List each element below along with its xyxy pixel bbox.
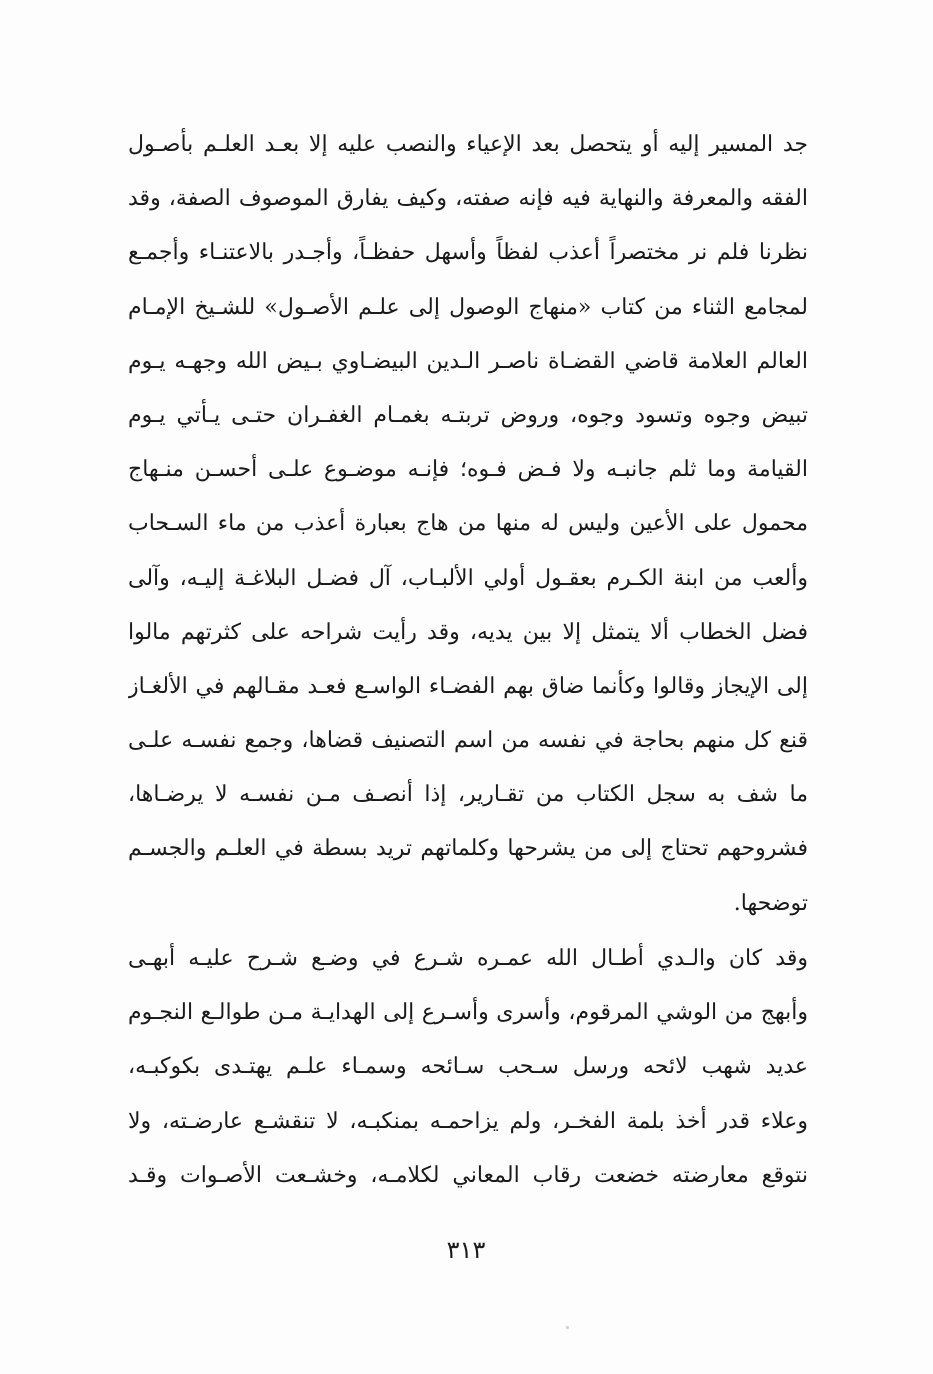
text-line: تبيض وجوه وتسود وجوه، وروض تربتـه بغمـام الغفـران حتـى يـأتي يـوم <box>128 402 808 428</box>
text-line: وألعب من ابنة الكـرم بعقـول أولي الألبـاب، آل فضـل البلاغـة إليـه، وآلى <box>128 565 808 591</box>
text-line: فشروحهم تحتاج إلى من يشرحها وكلماتهم تريد بسطة في العلـم والجسـم <box>128 836 808 862</box>
text-line: وقد كان والـدي أطـال الله عمـره شـرع في وضـع شـرح عليـه أبهـى <box>128 946 808 971</box>
text-line: نظرنا فلم نر مختصراً أعذب لفظاً وأسهل حفظـاً، وأجـدر بالاعتنـاء وأجمـع <box>128 240 808 266</box>
scan-speck <box>566 1326 569 1329</box>
text-line: عديد شهب لائحه ورسل سـحب سـائحه وسمـاء علـم يهتـدى بكوكبـه، <box>128 1054 808 1080</box>
text-line: جد المسير إليه أو يتحصل بعد الإعياء والنصب عليه إلا بعـد العلـم بأصـول <box>128 132 808 157</box>
text-line: محمول على الأعين وليس له منها من هاج بعبارة أعذب من ماء السـحاب <box>128 511 808 537</box>
text-line: ما شف به سجل الكتاب من تقـارير، إذا أنصـف مـن نفسـه لا يرضـاها، <box>128 782 808 808</box>
text-line: العالم العلامة قاضي القضـاة ناصـر الـدين البيضـاوي بـيض الله وجهـه يـوم <box>128 348 808 374</box>
page-number: ٣١٣ <box>446 1236 486 1264</box>
text-line: قنع كل منهم بحاجة في نفسه من اسم التصنيف قضاها، وجمع نفسـه علـى <box>128 728 808 754</box>
text-line: وعلاء قدر أخذ بلمة الفخـر، ولم يزاحمـه بمنكبـه، لا تنقشـع عارضـته، ولا <box>128 1108 808 1134</box>
text-line: وأبهج من الوشي المرقوم، وأسرى وأسـرع إلى الهدايـة مـن طوالـع النجـوم <box>128 1000 808 1026</box>
text-line: إلى الإيجاز وقالوا وكأنما ضاق بهم الفضـاء الواسـع فعـد مقـالهم في الألغـاز <box>128 673 808 699</box>
paragraph-1 <box>128 118 808 931</box>
text-line: لمجامع الثناء من كتاب «منهاج الوصول إلى علـم الأصـول» للشـيخ الإمـام <box>128 294 808 320</box>
text-line: توضحها. <box>733 890 808 916</box>
text-line: فضل الخطاب ألا يتمثل إلا بين يديه، وقد رأيت شراحه على كثرتهم مالوا <box>128 619 808 645</box>
text-line: نتوقع معارضته خضعت رقاب المعاني لكلامـه، وخشـعت الأصـوات وقـد <box>128 1162 808 1188</box>
text-line: الفقه والمعرفة والنهاية فيه فإنه صفته، وكيف يفارق الموصوف الصفة، وقد <box>128 186 808 212</box>
paragraph-2 <box>128 932 808 1203</box>
text-line: القيامة وما ثلم جانبـه ولا فـض فـوه؛ فإنـه موضـوع علـى أحسـن منـهاج <box>128 457 808 483</box>
